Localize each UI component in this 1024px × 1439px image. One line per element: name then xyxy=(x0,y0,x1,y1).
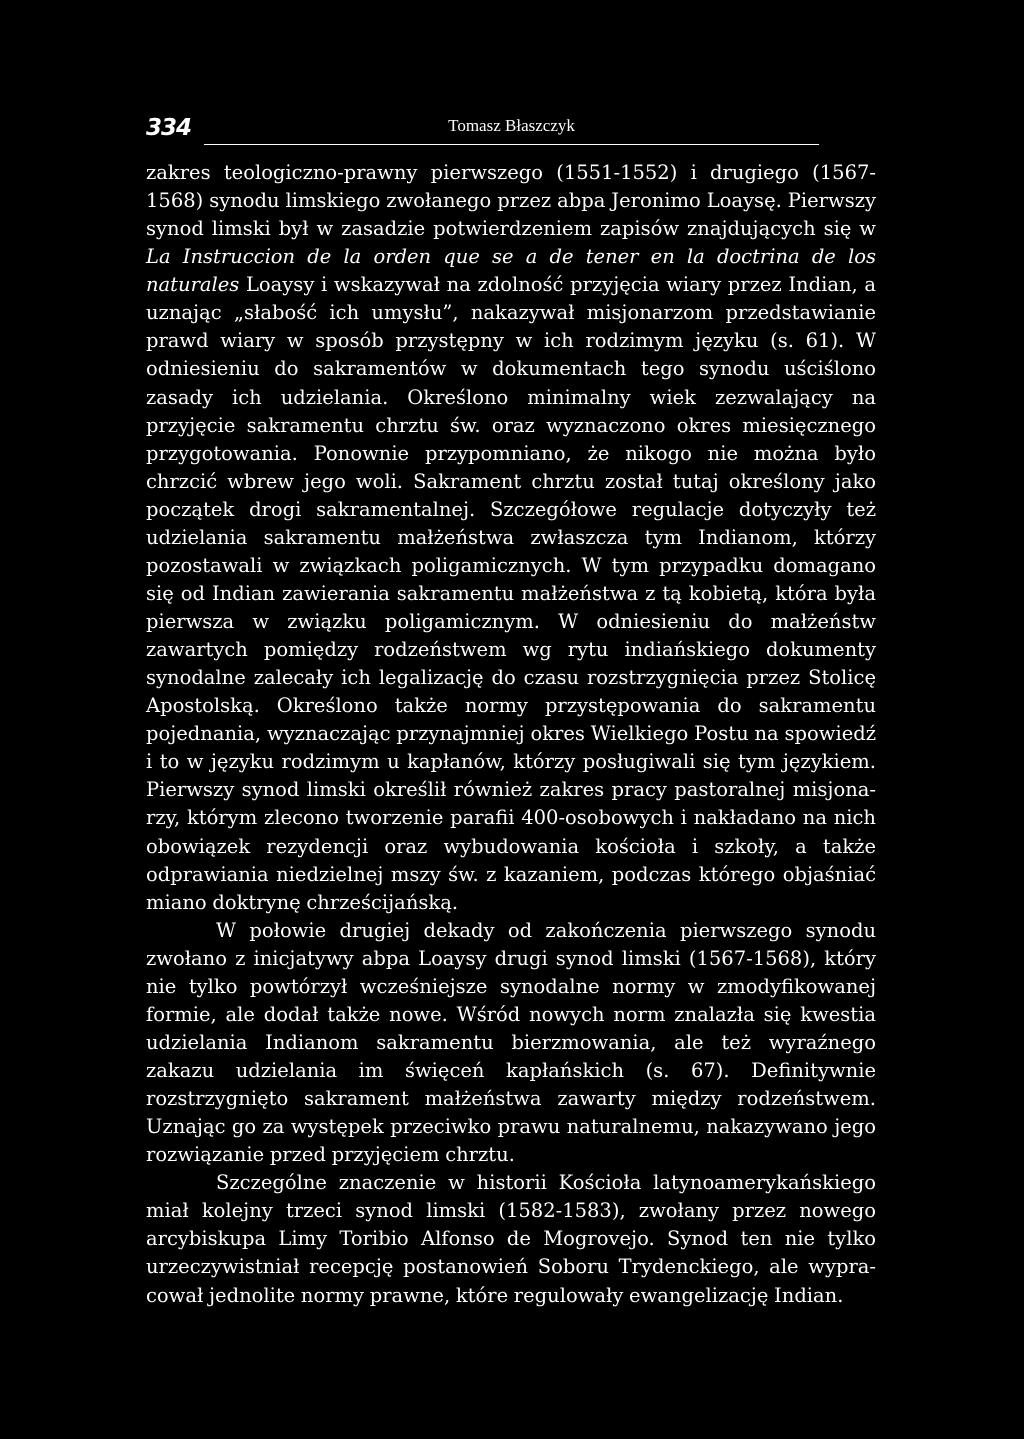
paragraph-1-text-start: zakres teologiczno-prawny pierwszego (1551-1552) i drugiego (1567-1568) synodu limskiego zwołanego przez abpa Jeronimo Loaysę. Pierwszy synod limski był w zasadzie potwierdzeniem zapisów znajdujących się w xyxy=(146,161,876,241)
body-text xyxy=(146,159,876,1310)
paragraph-1 xyxy=(146,159,876,917)
page-header xyxy=(146,114,877,148)
running-title: Tomasz Błaszczyk xyxy=(448,116,575,135)
page-number: 334 xyxy=(146,115,192,141)
header-rule xyxy=(204,144,819,145)
paragraph-1-text-end: Loaysy i wskazywał na zdolność przyjęcia wiary przez Indian, a uznając „słabość ich umysłu”, nakazywał misjonarzom przedstawianie prawd wiary w sposób przystępny w ich rodzimym języku (s. 61). W odniesieniu do sakramentów w dokumentach tego synodu uściślono zasady ich udzielania. Określono minimalny wiek zezwalający na przyjęcie sakramentu chrztu św. oraz wyznaczono okres miesięcznego przygotowania. Ponownie przypomniano, że nikogo nie można było chrzcić wbrew jego woli. Sakrament chrztu został tutaj określony jako początek drogi sakramentalnej. Szczegółowe regulacje dotyczyły też udzielania sakramentu małżeństwa zwłaszcza tym Indianom, którzy pozostawali w związkach poligamicznych. W tym przypadku domagano się od Indian zawierania sakramentu małżeństwa z tą kobietą, która była pierwsza w związku poligamicznym. W odniesieniu do małżeństw zawartych pomiędzy rodzeństwem wg rytu indiańskiego dokumenty synodalne zalecały ich legalizację do czasu rozstrzygnięcia przez Stolicę Apostolską. Określono także normy przystępowania do sakramentu pojednania, wyznaczając przynajmniej okres Wielkiego Postu na spowiedź i to w języku rodzimym u kapłanów, którzy posługiwali się tym językiem. Pierwszy synod limski określił również zakres pracy pastoralnej misjonarzy, którym zlecono tworzenie parafii 400-osobowych i nakładano na nich obowiązek rezydencji oraz wybudowania kościoła i szkoły, a także odprawiania niedzielnej mszy św. z kazaniem, podczas którego objaśniać miano doktrynę chrześcijańską. xyxy=(146,273,876,914)
paragraph-1-italic-title: La Instruccion de la orden que se a de tener en la doctrina de los naturales xyxy=(146,245,876,297)
paragraph-3: Szczególne znaczenie w historii Kościoła latynoamerykańskiego miał kolejny trzeci synod limski (1582-1583), zwołany przez nowego arcybiskupa Limy Toribio Alfonso de Mogrovejo. Synod ten nie tylko urzeczywistniał recepcję postanowień Soboru Trydenckiego, ale wypracował jednolite normy prawne, które regulowały ewangelizację Indian. xyxy=(146,1171,876,1307)
paragraph-2: W połowie drugiej dekady od zakończenia pierwszego synodu zwołano z inicjatywy abpa Loaysy drugi synod limski (1567-1568), który nie tylko powtórzył wcześniejsze synodalne normy w zmodyfikowanej formie, ale dodał także nowe. Wśród nowych norm znalazła się kwestia udzielania Indianom sakramentu bierzmowania, ale też wyraźnego zakazu udzielania im święceń kapłańskich (s. 67). Definitywnie rozstrzygnięto sakrament małżeństwa zawarty między rodzeństwem. Uznając go za występek przeciwko prawu naturalnemu, nakazywano jego rozwiązanie przed przyjęciem chrztu. xyxy=(146,918,876,1167)
